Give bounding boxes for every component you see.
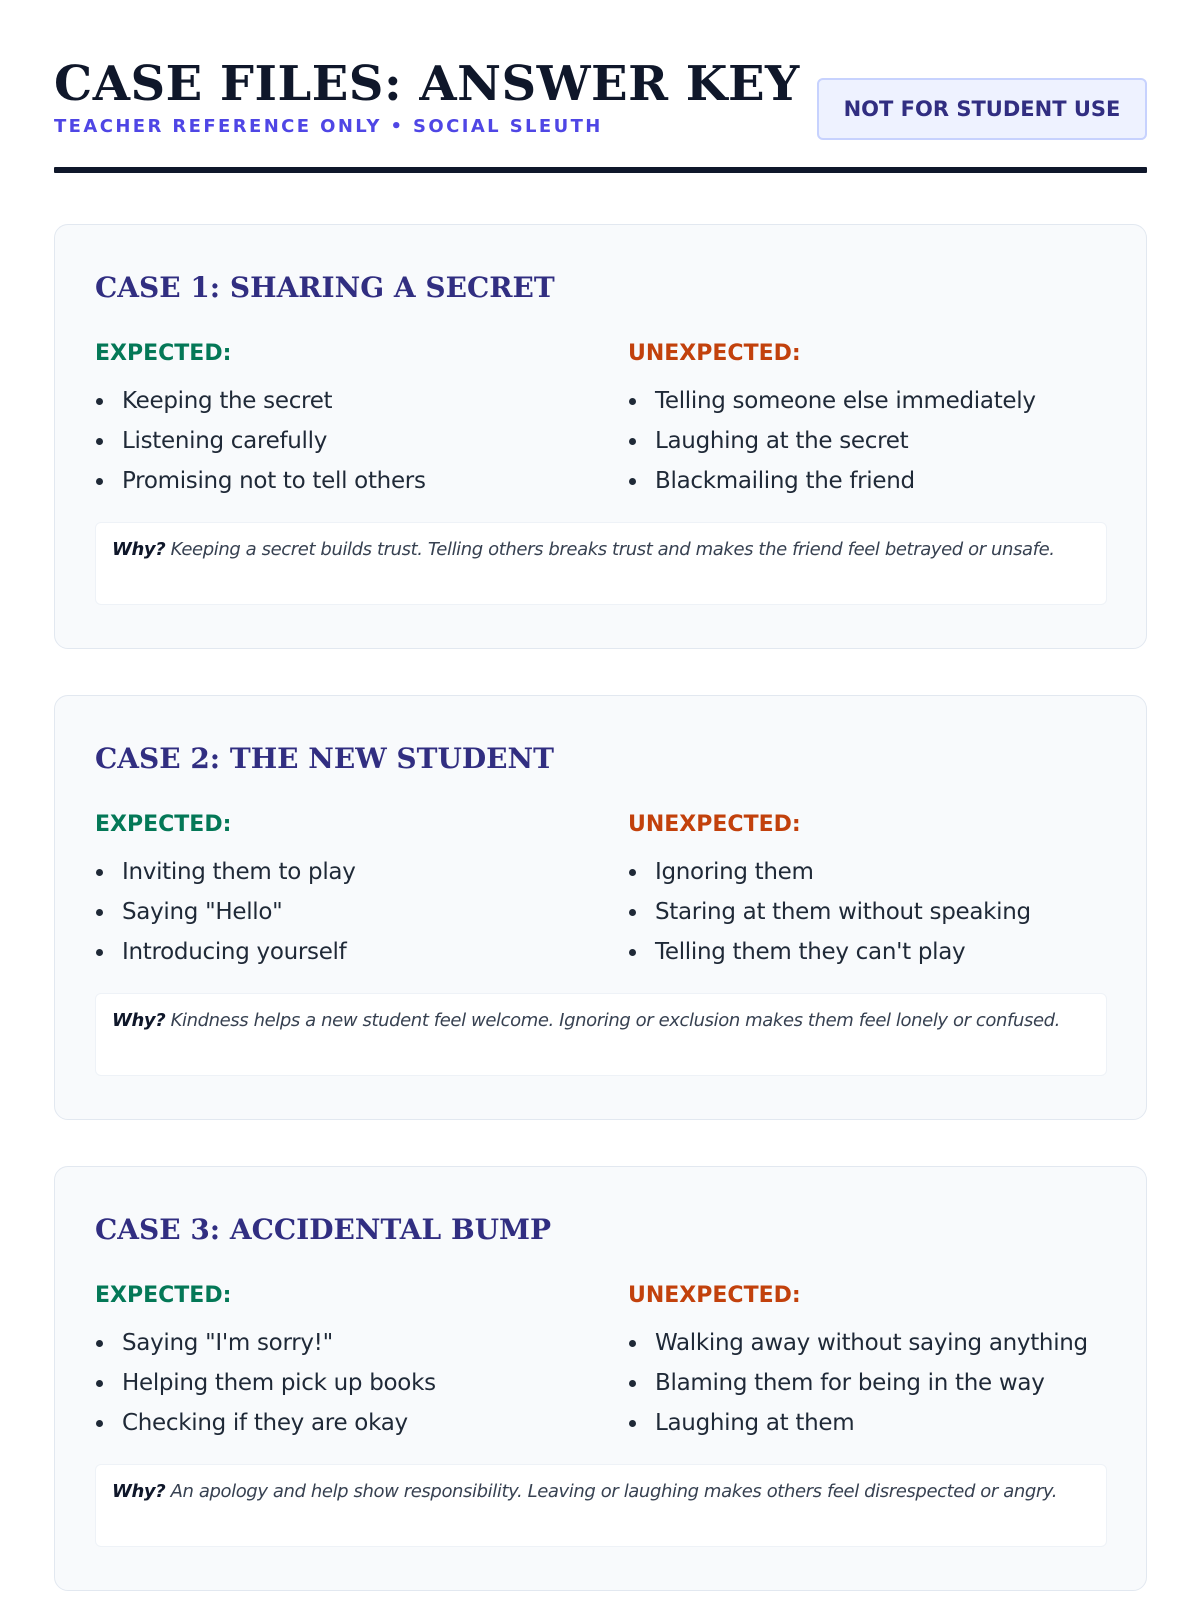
list-item: Telling someone else immediately (628, 381, 1098, 421)
list-item: Laughing at them (628, 1403, 1098, 1443)
answer-key-page (54, 0, 1147, 1502)
case-card-1 (54, 224, 1147, 649)
list-item: Staring at them without speaking (628, 892, 1098, 932)
expected-label: EXPECTED: (95, 1283, 232, 1308)
case-title: CASE 3: ACCIDENTAL BUMP (95, 1213, 552, 1246)
unexpected-column (628, 341, 1098, 501)
unexpected-list (628, 381, 1098, 501)
unexpected-list (628, 1323, 1098, 1443)
case-title: CASE 2: THE NEW STUDENT (95, 742, 554, 775)
unexpected-column (628, 812, 1098, 972)
list-item: Checking if they are okay (95, 1403, 565, 1443)
list-item: Inviting them to play (95, 852, 565, 892)
expected-column (95, 1283, 565, 1443)
list-item: Saying "I'm sorry!" (95, 1323, 565, 1363)
list-item: Keeping the secret (95, 381, 565, 421)
expected-list (95, 1323, 565, 1443)
list-item: Telling them they can't play (628, 932, 1098, 972)
expected-list (95, 852, 565, 972)
why-explanation (95, 522, 1107, 605)
expected-list (95, 381, 565, 501)
list-item: Blackmailing the friend (628, 461, 1098, 501)
page-header (54, 0, 1147, 175)
why-label: Why? (112, 1010, 166, 1031)
expected-column (95, 341, 565, 501)
unexpected-list (628, 852, 1098, 972)
list-item: Listening carefully (95, 421, 565, 461)
unexpected-label: UNEXPECTED: (628, 812, 801, 837)
header-divider (54, 167, 1147, 173)
case-card-2 (54, 695, 1147, 1120)
why-label: Why? (112, 1481, 166, 1502)
page-title: CASE FILES: ANSWER KEY (54, 56, 800, 112)
unexpected-column (628, 1283, 1098, 1443)
expected-label: EXPECTED: (95, 812, 232, 837)
list-item: Blaming them for being in the way (628, 1363, 1098, 1403)
expected-label: EXPECTED: (95, 341, 232, 366)
list-item: Helping them pick up books (95, 1363, 565, 1403)
why-text: Keeping a secret builds trust. Telling others breaks trust and makes the friend feel betrayed or unsafe. (170, 539, 1055, 560)
unexpected-label: UNEXPECTED: (628, 1283, 801, 1308)
case-title: CASE 1: SHARING A SECRET (95, 271, 555, 304)
list-item: Introducing yourself (95, 932, 565, 972)
why-explanation (95, 1464, 1107, 1547)
list-item: Laughing at the secret (628, 421, 1098, 461)
why-text: An apology and help show responsibility. Leaving or laughing makes others feel disrespected or angry. (170, 1481, 1058, 1502)
why-explanation (95, 993, 1107, 1076)
why-text: Kindness helps a new student feel welcome. Ignoring or exclusion makes them feel lonely or confused. (170, 1010, 1060, 1031)
not-for-student-badge: NOT FOR STUDENT USE (817, 78, 1147, 140)
case-card-3 (54, 1166, 1147, 1591)
page-subtitle: TEACHER REFERENCE ONLY • SOCIAL SLEUTH (54, 116, 603, 137)
expected-column (95, 812, 565, 972)
list-item: Walking away without saying anything (628, 1323, 1098, 1363)
unexpected-label: UNEXPECTED: (628, 341, 801, 366)
why-label: Why? (112, 539, 166, 560)
list-item: Ignoring them (628, 852, 1098, 892)
list-item: Saying "Hello" (95, 892, 565, 932)
list-item: Promising not to tell others (95, 461, 565, 501)
